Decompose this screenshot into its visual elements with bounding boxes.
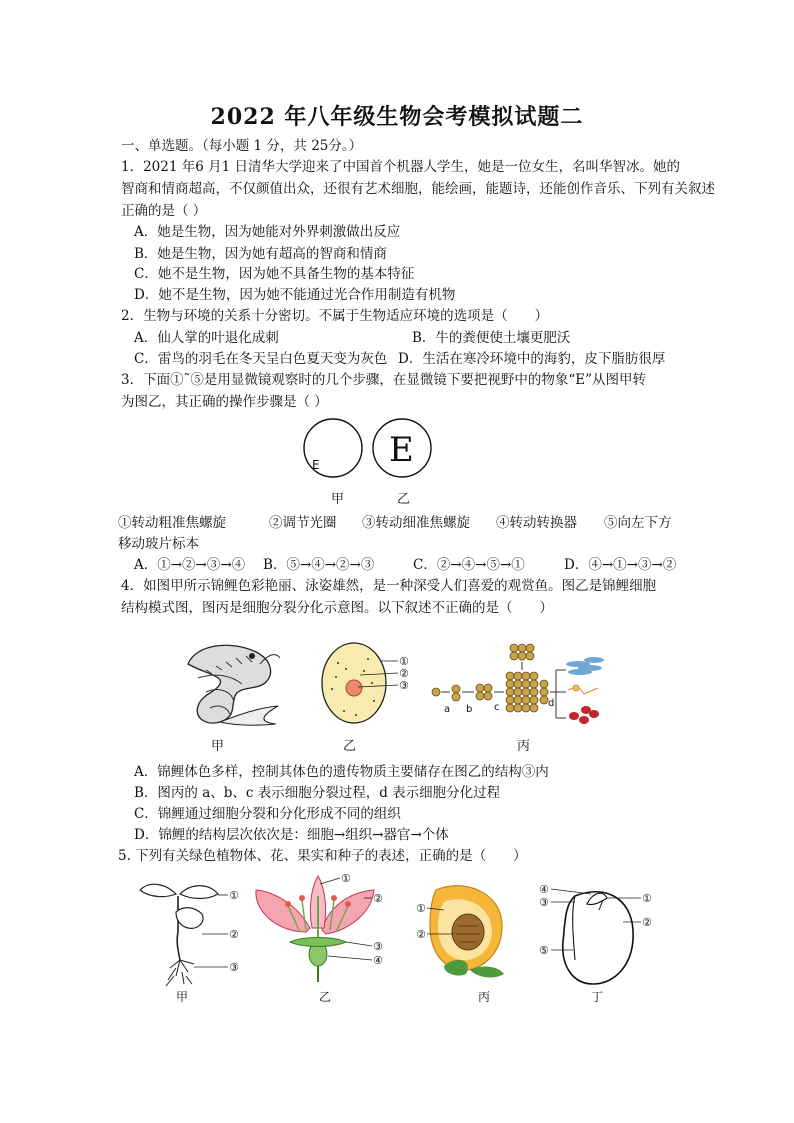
q4-caption-jia: 甲 — [211, 739, 225, 754]
cell-marker-2: ② — [399, 667, 409, 680]
q3-step-3: ③转动细准焦螺旋 — [362, 515, 470, 531]
section-heading: 一、单选题。（每小题 1 分，共 25分。） — [121, 138, 363, 154]
seedling-marker-3: ③ — [229, 961, 239, 974]
q1-stem-line-2: 智商和情商超高，不仅颜值出众，还很有艺术细胞，能绘画，能题诗，还能创作音乐、下列有关叙述 — [121, 181, 715, 197]
q5-caption-yi: 乙 — [319, 990, 332, 1004]
seed-marker-1: ① — [642, 892, 652, 905]
flower-marker-3: ③ — [373, 940, 383, 953]
peach-fruit-diagram — [414, 880, 514, 984]
q1-option-c: C．她不是生物，因为她不具备生物的基本特征 — [134, 266, 415, 282]
q2-option-d: D．生活在寒冷环境中的海豹，皮下脂肪很厚 — [398, 351, 666, 367]
flower-structure-diagram — [248, 872, 400, 984]
q5-caption-ding: 丁 — [591, 990, 604, 1004]
seed-marker-4: ④ — [539, 883, 549, 896]
big-e-letter: E — [389, 430, 414, 470]
q4-caption-bing: 丙 — [517, 739, 531, 754]
q2-option-c: C．雷鸟的羽毛在冬天呈白色夏天变为灰色 — [134, 351, 388, 367]
seed-structure-diagram — [535, 876, 661, 988]
q3-caption-jia: 甲 — [331, 492, 345, 507]
flower-marker-2: ② — [373, 892, 383, 905]
q3-option-c: C．②→④→⑤→① — [413, 557, 525, 573]
q1-stem-line-1: 1．2021 年6 月1 日清华大学迎来了中国首个机器人学生，她是一位女生，名叫华智冰。她的 — [121, 159, 680, 175]
q3-step-5: ⑤向左下方 — [604, 515, 672, 531]
q1-option-b: B．她是生物，因为她有超高的智商和情商 — [134, 246, 387, 262]
koi-fish-illustration — [176, 634, 282, 726]
q3-option-a: A．①→②→③→④ — [134, 557, 246, 573]
stage-label-b: b — [466, 704, 473, 715]
seedling-marker-2: ② — [229, 928, 239, 941]
stage-label-c: c — [494, 702, 500, 713]
q2-option-b: B．牛的粪便使土壤更肥沃 — [412, 330, 571, 346]
q5-stem: 5. 下列有关绿色植物体、花、果实和种子的表述，正确的是（ ） — [118, 848, 527, 864]
fruit-marker-2: ② — [416, 928, 426, 941]
q2-option-a: A．仙人掌的叶退化成刺 — [134, 330, 279, 346]
stage-label-a: a — [444, 704, 451, 715]
q3-step-2: ②调节光圈 — [269, 515, 337, 531]
q4-caption-yi: 乙 — [343, 739, 357, 754]
fruit-marker-1: ① — [416, 902, 426, 915]
q5-caption-bing: 丙 — [478, 990, 491, 1004]
seed-marker-5: ⑤ — [539, 944, 549, 957]
q2-stem: 2．生物与环境的关系十分密切。不属于生物适应环境的选项是（ ） — [121, 308, 549, 324]
seedling-marker-1: ① — [229, 889, 239, 902]
q5-caption-jia: 甲 — [176, 990, 189, 1004]
flower-marker-4: ④ — [373, 954, 383, 967]
cell-structure-diagram — [318, 641, 418, 731]
microscope-view-figure — [300, 415, 440, 485]
q3-stem-line-2: 为图乙，其正确的操作步骤是（ ） — [121, 394, 328, 410]
cell-marker-1: ① — [399, 655, 409, 668]
page-title: 2022 年八年级生物会考模拟试题二 — [210, 104, 584, 130]
q4-option-a: A．锦鲤体色多样，控制其体色的遗传物质主要储存在图乙的结构③内 — [134, 764, 549, 780]
seed-marker-3: ③ — [539, 896, 549, 909]
q3-step-1: ①转动粗准焦螺旋 — [118, 515, 226, 531]
q3-stem-line-1: 3．下面①˜⑤是用显微镜观察时的几个步骤，在显微镜下要把视野中的物象“E”从图甲转 — [121, 372, 646, 388]
q4-option-d: D．锦鲤的结构层次依次是：细胞→组织→器官→个体 — [134, 827, 449, 843]
q3-step-4: ④转动转换器 — [496, 515, 577, 531]
q4-stem-line-1: 4．如图甲所示锦鲤色彩艳丽、泳姿雄然，是一种深受人们喜爱的观赏鱼。图乙是锦鲤细胞 — [121, 578, 657, 594]
cell-division-differentiation-diagram — [428, 640, 608, 730]
flower-marker-1: ① — [341, 872, 351, 885]
q1-option-a: A．她是生物，因为她能对外界刺激做出反应 — [134, 224, 401, 240]
stage-label-d: d — [548, 698, 555, 709]
small-e-letter: E — [312, 458, 320, 472]
q4-option-b: B．图丙的 a、b、c 表示细胞分裂过程，d 表示细胞分化过程 — [134, 785, 501, 801]
seedling-diagram — [120, 876, 246, 988]
q3-option-d: D．④→①→③→② — [564, 557, 677, 573]
cell-marker-3: ③ — [399, 679, 409, 692]
q1-stem-line-3: 正确的是（ ） — [121, 203, 207, 219]
q3-option-b: B．⑤→④→②→③ — [263, 557, 375, 573]
q3-step-5-continued: 移动玻片标本 — [118, 536, 199, 552]
seed-marker-2: ② — [642, 916, 652, 929]
q3-caption-yi: 乙 — [397, 492, 411, 507]
q4-option-c: C．锦鲤通过细胞分裂和分化形成不同的组织 — [134, 806, 401, 822]
q4-stem-line-2: 结构模式图，图丙是细胞分裂分化示意图。以下叙述不正确的是（ ） — [121, 600, 553, 616]
q1-option-d: D．她不是生物，因为她不能通过光合作用制造有机物 — [134, 287, 456, 303]
